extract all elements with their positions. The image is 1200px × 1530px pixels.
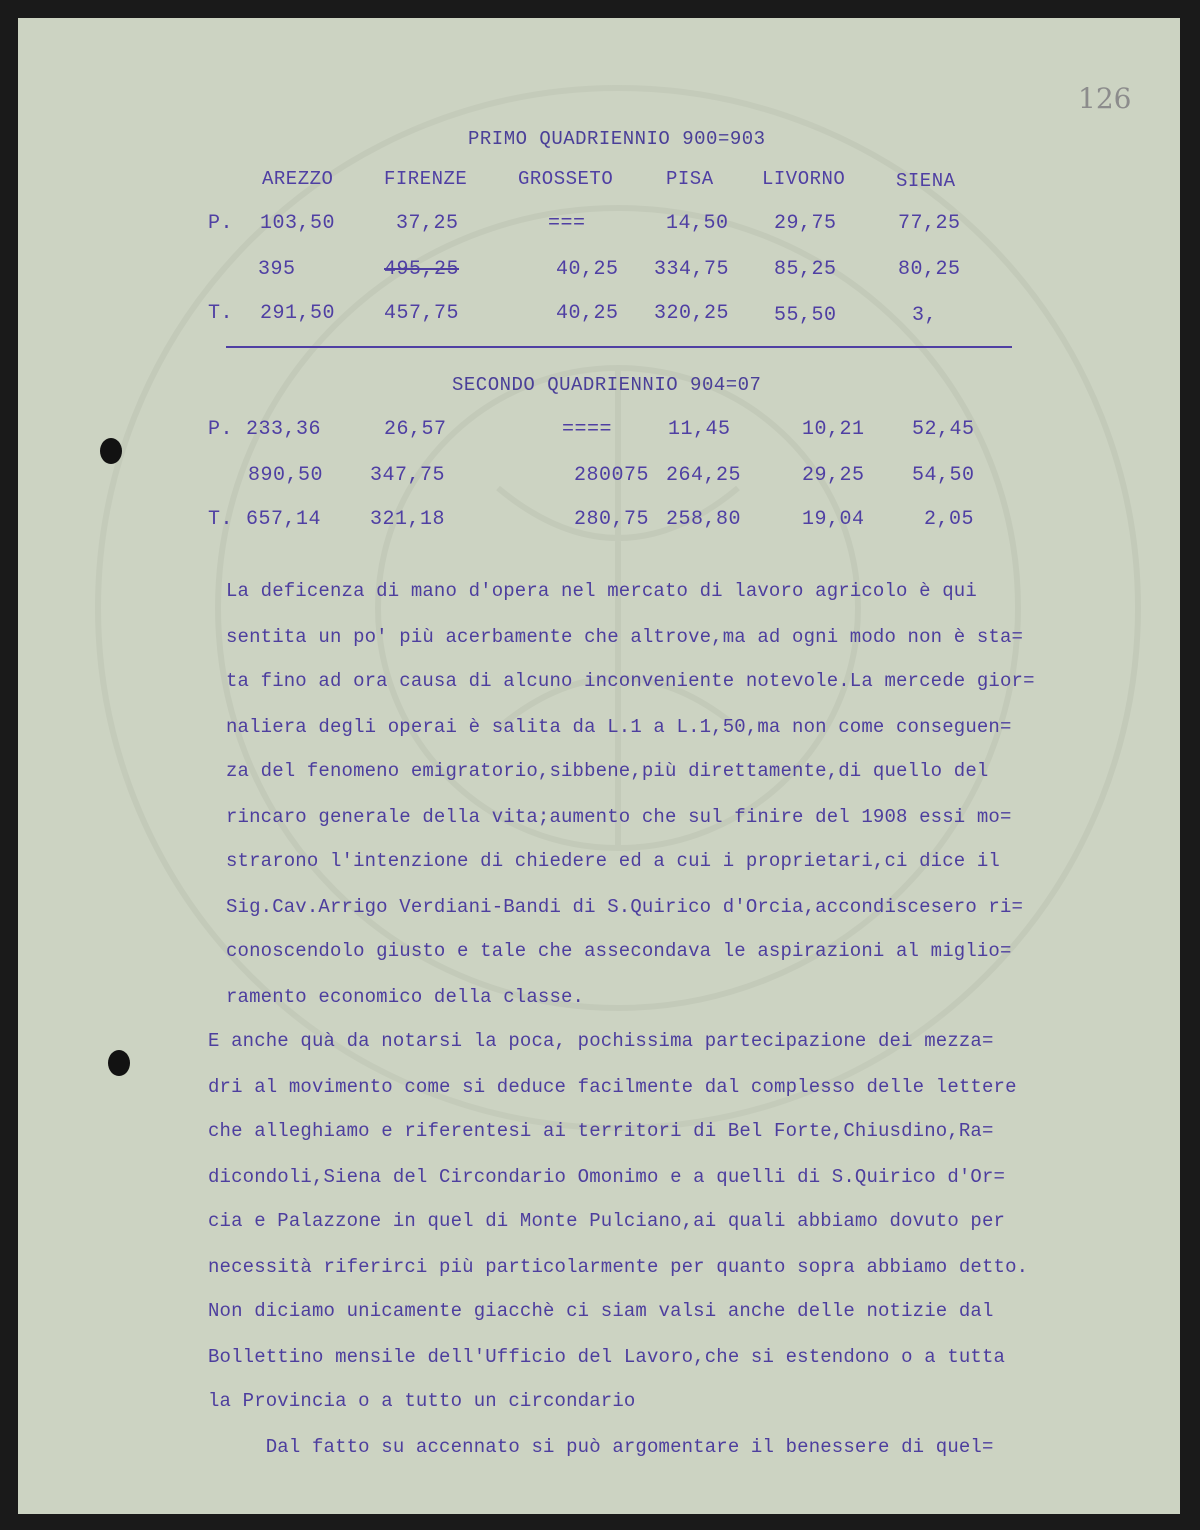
table-cell: 334,75 [654,258,730,281]
table-cell: 40,25 [556,302,619,325]
row-label-t: T. [208,508,234,531]
table-cell: 26,57 [384,418,447,441]
table-cell: 54,50 [912,464,975,487]
table-cell: 37,25 [396,212,459,235]
punch-hole-lower [108,1050,130,1076]
body-line: necessità riferirci più particolarmente per quanto sopra abbiamo detto. [208,1256,1029,1278]
table-cell: 3, [912,304,938,327]
column-header-pisa: PISA [666,168,714,190]
table2-title: SECONDO QUADRIENNIO 904=07 [452,374,762,396]
column-header-grosseto: GROSSETO [518,168,614,190]
body-line: naliera degli operai è salita da L.1 a L.1,50,ma non come conseguen= [226,716,1012,738]
table-cell: 10,21 [802,418,865,441]
table-cell: 321,18 [370,508,446,531]
body-line: la Provincia o a tutto un circondario [208,1390,636,1412]
body-line: ramento economico della classe. [226,986,585,1008]
table-cell: 291,50 [260,302,336,325]
table-cell: 80,25 [898,258,961,281]
body-line: rincaro generale della vita;aumento che sul finire del 1908 essi mo= [226,806,1012,828]
body-line: E anche quà da notarsi la poca, pochissima partecipazione dei mezza= [208,1030,994,1052]
total-rule [226,346,1012,348]
table-cell: ==== [562,418,613,441]
body-line: Sig.Cav.Arrigo Verdiani-Bandi di S.Quirico d'Orcia,accondiscesero ri= [226,896,1024,918]
body-line: ta fino ad ora causa di alcuno inconveniente notevole.La mercede gior= [226,670,1035,692]
row-label-p: P. [208,418,234,441]
table-cell: 280075 [574,464,650,487]
table-cell: 495,25 [384,258,460,281]
body-line: Bollettino mensile dell'Ufficio del Lavoro,che si estendono o a tutta [208,1346,1006,1368]
body-line: Non diciamo unicamente giacchè ci siam valsi anche delle notizie dal [208,1300,994,1322]
body-line: conoscendolo giusto e tale che assecondava le aspirazioni al miglio= [226,940,1012,962]
body-line: dri al movimento come si deduce facilmente dal complesso delle lettere [208,1076,1017,1098]
body-line: La deficenza di mano d'opera nel mercato di lavoro agricolo è qui [226,580,977,602]
row-label-p: P. [208,212,234,235]
body-line: Dal fatto su accennato si può argomentare il benessere di quel= [208,1436,994,1458]
body-line: za del fenomeno emigratorio,sibbene,più direttamente,di quello del [226,760,989,782]
row-label-t: T. [208,302,234,325]
table-cell: 14,50 [666,212,729,235]
table-cell: 233,36 [246,418,322,441]
table-cell: 29,25 [802,464,865,487]
table-cell: 395 [258,258,296,281]
table-cell: 77,25 [898,212,961,235]
table-cell: 85,25 [774,258,837,281]
column-header-arezzo: AREZZO [262,168,334,190]
column-header-firenze: FIRENZE [384,168,468,190]
table-cell: 40,25 [556,258,619,281]
document-page [18,18,1180,1514]
table-cell: 890,50 [248,464,324,487]
table-cell: 103,50 [260,212,336,235]
table-cell: 55,50 [774,304,837,327]
table-cell: 19,04 [802,508,865,531]
table-cell: 320,25 [654,302,730,325]
table-cell: === [548,212,586,235]
column-header-siena: SIENA [896,170,956,192]
column-header-livorno: LIVORNO [762,168,846,190]
table-cell: 29,75 [774,212,837,235]
body-line: strarono l'intenzione di chiedere ed a cui i proprietari,ci dice il [226,850,1000,872]
table-cell: 264,25 [666,464,742,487]
table1-title: PRIMO QUADRIENNIO 900=903 [468,128,766,150]
page-number: 126 [1078,82,1132,115]
table-cell: 280,75 [574,508,650,531]
body-line: sentita un po' più acerbamente che altrove,ma ad ogni modo non è sta= [226,626,1024,648]
table-cell: 347,75 [370,464,446,487]
table-cell: 2,05 [924,508,975,531]
table-cell: 457,75 [384,302,460,325]
body-line: cia e Palazzone in quel di Monte Pulciano,ai quali abbiamo dovuto per [208,1210,1006,1232]
table-cell: 52,45 [912,418,975,441]
punch-hole-upper [100,438,122,464]
body-line: dicondoli,Siena del Circondario Omonimo e a quelli di S.Quirico d'Or= [208,1166,1006,1188]
table-cell: 258,80 [666,508,742,531]
table-cell: 657,14 [246,508,322,531]
table-cell: 11,45 [668,418,731,441]
body-line: che alleghiamo e riferentesi ai territori di Bel Forte,Chiusdino,Ra= [208,1120,994,1142]
